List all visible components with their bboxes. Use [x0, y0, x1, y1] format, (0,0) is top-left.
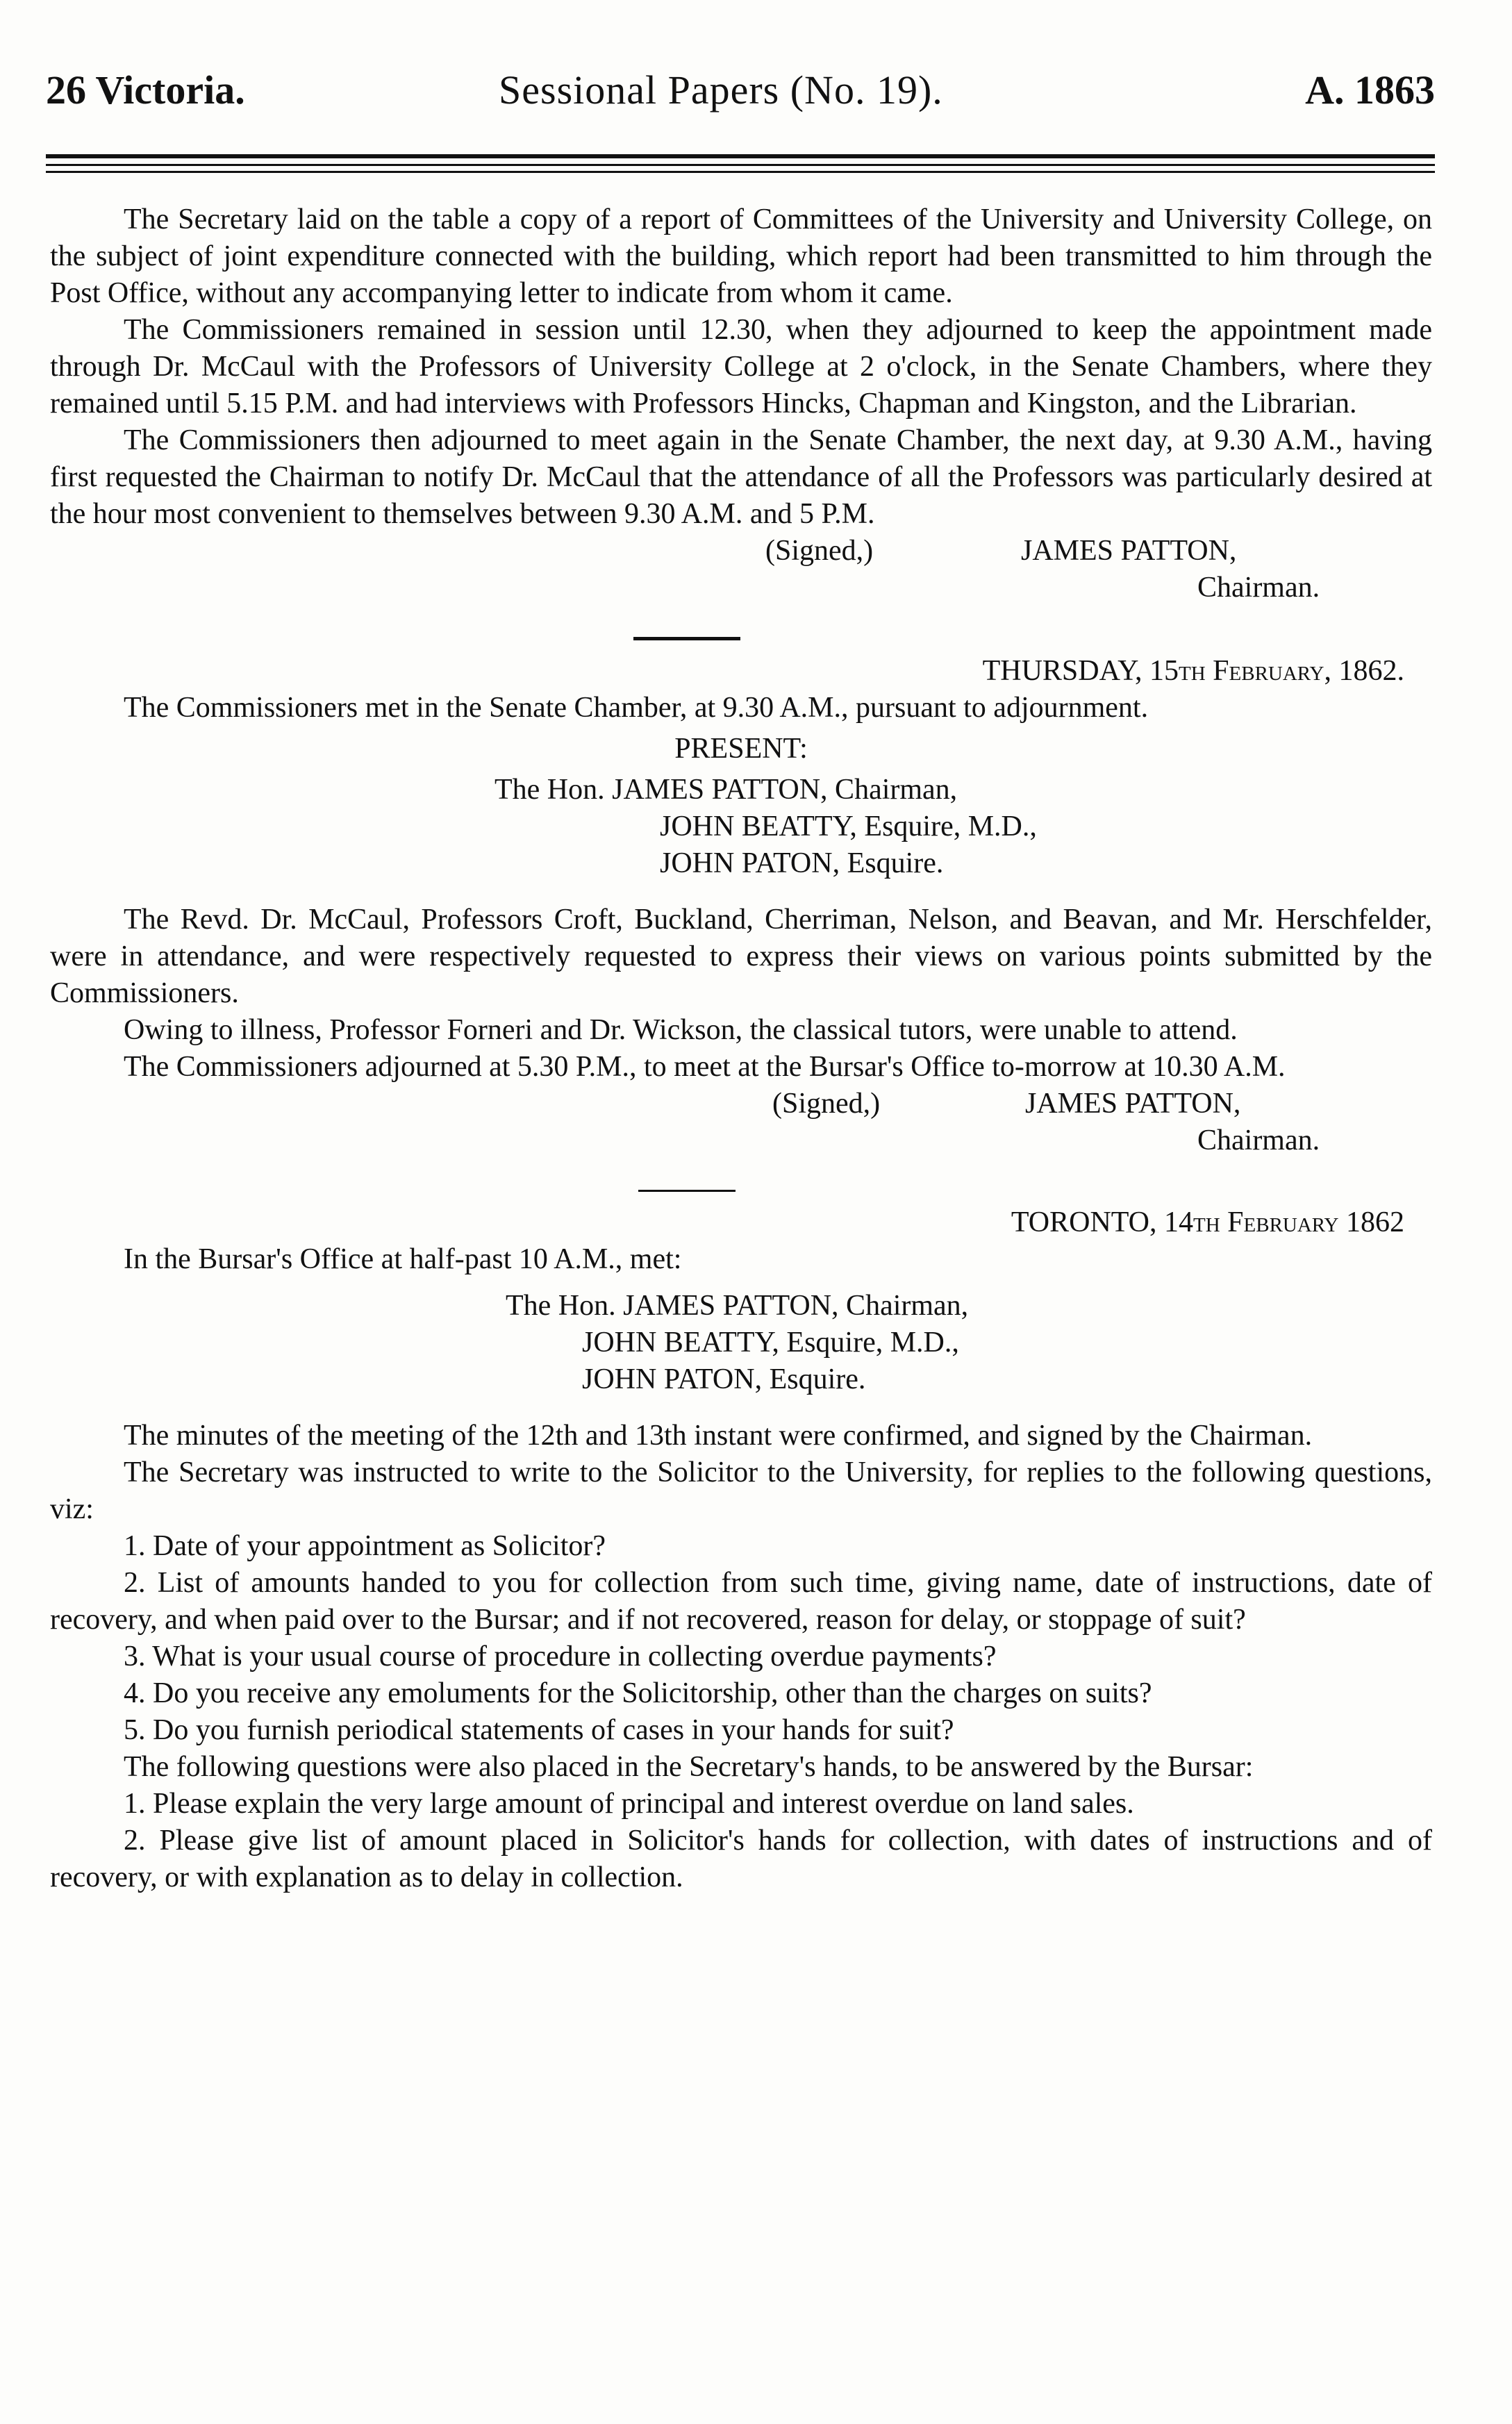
section-divider	[633, 637, 740, 640]
section-date: THURSDAY, 15th February, 1862.	[982, 655, 1404, 687]
paragraph: The following questions were also placed in the Secretary's hands, to be answered by the Bursar:	[124, 1751, 1254, 1783]
question-item: 1. Date of your appointment as Solicitor?	[124, 1530, 606, 1562]
attendee: JOHN PATON, Esquire.	[582, 1363, 866, 1395]
paragraph: The Commissioners met in the Senate Chamber, at 9.30 A.M., pursuant to adjournment.	[124, 692, 1149, 724]
attendee: JOHN PATON, Esquire.	[660, 847, 944, 879]
signature-block	[50, 1086, 1432, 1159]
signed-label: (Signed,)	[772, 1088, 881, 1120]
question-item: 4. Do you receive any emoluments for the Solicitorship, other than the charges on suits?	[124, 1677, 1152, 1709]
signer-name: JAMES PATTON,	[1025, 1088, 1241, 1120]
page-header	[46, 67, 1435, 122]
question-item: 5. Do you furnish periodical statements of cases in your hands for suit?	[124, 1714, 954, 1746]
attendee: The Hon. JAMES PATTON, Chairman,	[506, 1290, 969, 1322]
meeting-line: In the Bursar's Office at half-past 10 A.M., met:	[124, 1243, 682, 1275]
paragraph: The Secretary laid on the table a copy of a report of Committees of the University and University College, on the subject of joint expenditure connected with the building, which report had been transmitted to him through the Post Office, without any accompanying letter to indicate from whom it came.	[50, 204, 1432, 309]
header-rule-thin-2	[46, 171, 1435, 173]
paragraph: The Revd. Dr. McCaul, Professors Croft, Buckland, Cherriman, Nelson, and Beavan, and Mr. Herschfelder, were in attendance, and were respectively requested to express their views on various points submitted by the Commissioners.	[50, 904, 1432, 1009]
header-year: A. 1863	[1305, 67, 1435, 113]
question-item: 2. Please give list of amount placed in Solicitor's hands for collection, with dates of instructions and of recovery, or with explanation as to delay in collection.	[50, 1825, 1432, 1893]
header-rule-thick	[46, 154, 1435, 158]
question-item: 3. What is your usual course of procedure in collecting overdue payments?	[124, 1641, 997, 1672]
attendee: JOHN BEATTY, Esquire, M.D.,	[582, 1327, 959, 1359]
section-divider	[638, 1190, 736, 1192]
attendees-list	[495, 772, 1432, 882]
header-volume: 26 Victoria.	[46, 67, 245, 113]
section-date: TORONTO, 14th February 1862	[1011, 1206, 1404, 1238]
paragraph: The Secretary was instructed to write to the Solicitor to the University, for replies to the following questions, viz:	[50, 1456, 1432, 1525]
header-rule-thin	[46, 164, 1435, 166]
signer-role: Chairman.	[1197, 1124, 1320, 1156]
question-item: 1. Please explain the very large amount of principal and interest overdue on land sales.	[124, 1788, 1134, 1820]
paragraph: The Commissioners adjourned at 5.30 P.M., to meet at the Bursar's Office to-morrow at 10.30 A.M.	[124, 1051, 1286, 1083]
question-item: 2. List of amounts handed to you for collection from such time, giving name, date of instructions, date of recovery, and when paid over to the Bursar; and if not recovered, reason for delay, or stoppage of suit?	[50, 1567, 1432, 1636]
present-heading: PRESENT:	[674, 733, 808, 765]
attendee: JOHN BEATTY, Esquire, M.D.,	[660, 811, 1037, 842]
paragraph: The minutes of the meeting of the 12th and 13th instant were confirmed, and signed by the Chairman.	[124, 1420, 1313, 1452]
attendees-list	[506, 1288, 1432, 1398]
signer-role: Chairman.	[1197, 572, 1320, 604]
document-body	[50, 201, 1432, 1896]
signer-name: JAMES PATTON,	[1021, 535, 1237, 567]
attendee: The Hon. JAMES PATTON, Chairman,	[495, 774, 958, 806]
header-title: Sessional Papers (No. 19).	[499, 67, 943, 113]
paragraph: Owing to illness, Professor Forneri and Dr. Wickson, the classical tutors, were unable to attend.	[124, 1014, 1238, 1046]
signature-block	[50, 533, 1432, 606]
signed-label: (Signed,)	[765, 535, 874, 567]
paragraph: The Commissioners remained in session until 12.30, when they adjourned to keep the appointment made through Dr. McCaul with the Professors of University College at 2 o'clock, in the Senate Chambers, where they remained until 5.15 P.M. and had interviews with Professors Hincks, Chapman and Kingston, and the Librarian.	[50, 314, 1432, 420]
paragraph: The Commissioners then adjourned to meet again in the Senate Chamber, the next day, at 9.30 A.M., having first requested the Chairman to notify Dr. McCaul that the attendance of all the Professors was particularly desired at the hour most convenient to themselves between 9.30 A.M. and 5 P.M.	[50, 424, 1432, 530]
